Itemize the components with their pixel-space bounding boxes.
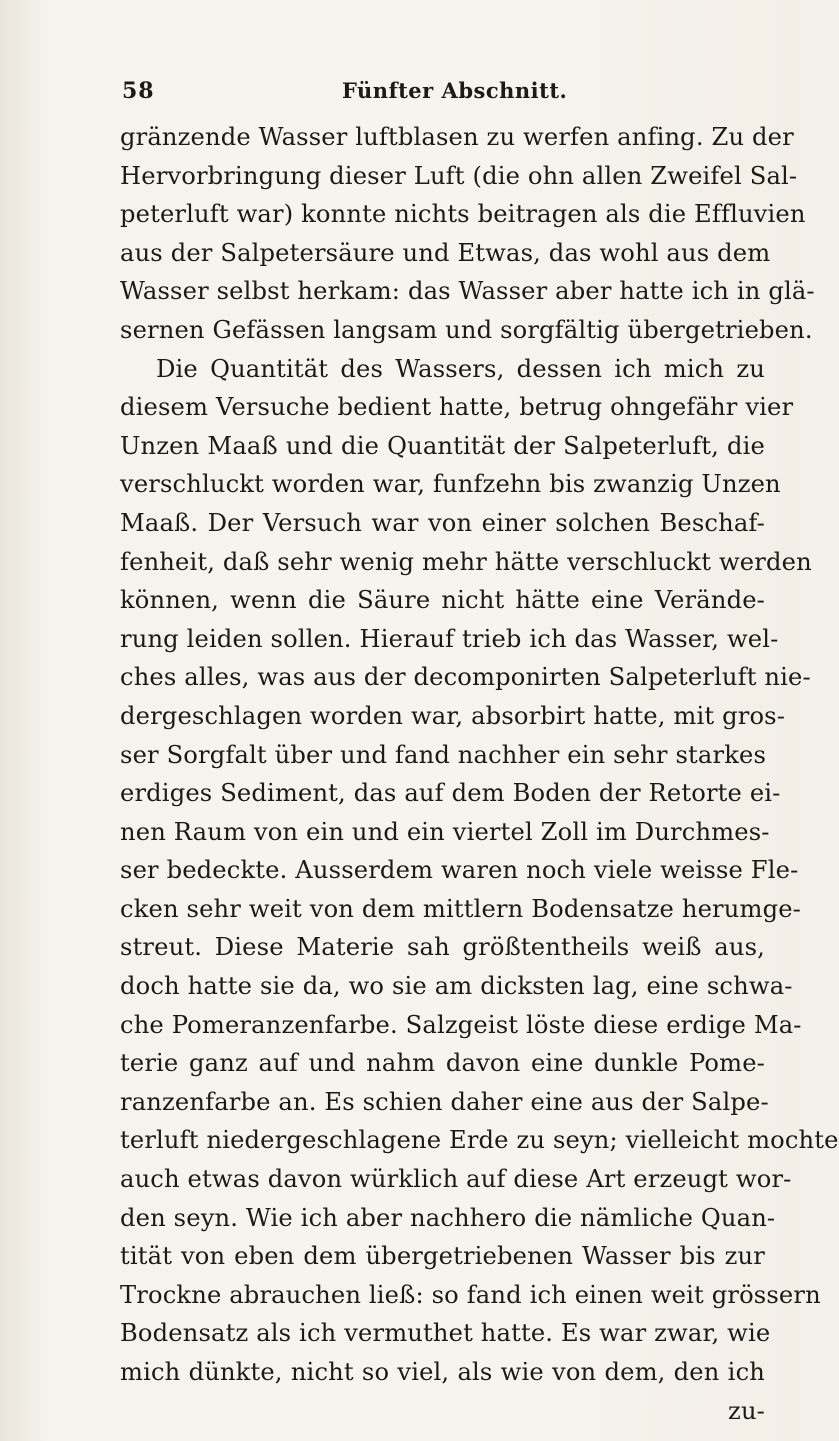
page-number: 58 — [122, 78, 155, 104]
text-line: ser bedeckte. Ausserdem waren noch viele weisse Fle- — [120, 856, 799, 885]
text-line: Trockne abrauchen ließ: so fand ich einen weit grössern — [120, 1280, 821, 1309]
text-line: den seyn. Wie ich aber nachhero die nämliche Quan- — [120, 1203, 776, 1232]
text-line: Maaß. Der Versuch war von einer solchen Beschaf- — [120, 508, 765, 537]
text-line: ranzenfarbe an. Es schien daher eine aus der Salpe- — [120, 1087, 769, 1116]
text-line: ser Sorgfalt über und fand nachher ein sehr starkes — [120, 740, 767, 769]
text-line: mich dünkte, nicht so viel, als wie von dem, den ich — [120, 1358, 765, 1386]
text-line: diesem Versuche bedient hatte, betrug ohngefähr vier — [120, 393, 794, 422]
text-line: Hervorbringung dieser Luft (die ohn allen Zweifel Sal- — [120, 161, 798, 190]
text-line: dergeschlagen worden war, absorbirt hatte, mit gros- — [120, 701, 786, 730]
text-line: gränzende Wasser luftblasen zu werfen anfing. Zu der — [120, 123, 794, 151]
running-head: Fünfter Abschnitt. — [342, 78, 568, 103]
text-line: terluft niedergeschlagene Erde zu seyn; vielleicht mochte — [120, 1126, 839, 1155]
text-line: che Pomeranzenfarbe. Salzgeist löste diese erdige Ma- — [120, 1010, 802, 1039]
body-text — [120, 118, 839, 1430]
text-line: ches alles, was aus der decomponirten Salpeterluft nie- — [120, 663, 811, 692]
text-line: cken sehr weit von dem mittlern Bodensatze herumge- — [120, 894, 802, 923]
text-line: doch hatte sie da, wo sie am dicksten lag, eine schwa- — [120, 972, 793, 1001]
text-line: peterluft war) konnte nichts beitragen als die Effluvien — [120, 200, 806, 229]
text-line: Bodensatz als ich vermuthet hatte. Es war zwar, wie — [120, 1319, 771, 1348]
text-line: Unzen Maaß und die Quantität der Salpeterluft, die — [120, 431, 765, 460]
text-line: rung leiden sollen. Hierauf trieb ich das Wasser, wel- — [120, 624, 779, 653]
text-line: können, wenn die Säure nicht hätte eine Verände- — [120, 586, 765, 615]
text-line: fenheit, daß sehr wenig mehr hätte verschluckt werden — [120, 547, 812, 576]
text-line: Wasser selbst herkam: das Wasser aber hatte ich in glä- — [120, 277, 815, 306]
text-line: erdiges Sediment, das auf dem Boden der Retorte ei- — [120, 779, 781, 808]
text-line: auch etwas davon würklich auf diese Art erzeugt wor- — [120, 1165, 792, 1194]
catchword: zu- — [728, 1396, 765, 1425]
page-header — [122, 78, 740, 108]
text-line: verschluckt worden war, funfzehn bis zwanzig Unzen — [120, 470, 781, 499]
text-line: streut. Diese Materie sah größtentheils weiß aus, — [120, 933, 765, 962]
text-line: sernen Gefässen langsam und sorgfältig übergetrieben. — [120, 315, 813, 344]
text-line: tität von eben dem übergetriebenen Wasser bis zur — [120, 1242, 765, 1271]
text-line: nen Raum von ein und ein viertel Zoll im Durchmes- — [120, 817, 770, 846]
text-line: aus der Salpetersäure und Etwas, das wohl aus dem — [120, 238, 771, 267]
text-line: terie ganz auf und nahm davon eine dunkle Pome- — [120, 1049, 765, 1078]
paragraph-start-line: Die Quantität des Wassers, dessen ich mich zu — [156, 354, 765, 383]
